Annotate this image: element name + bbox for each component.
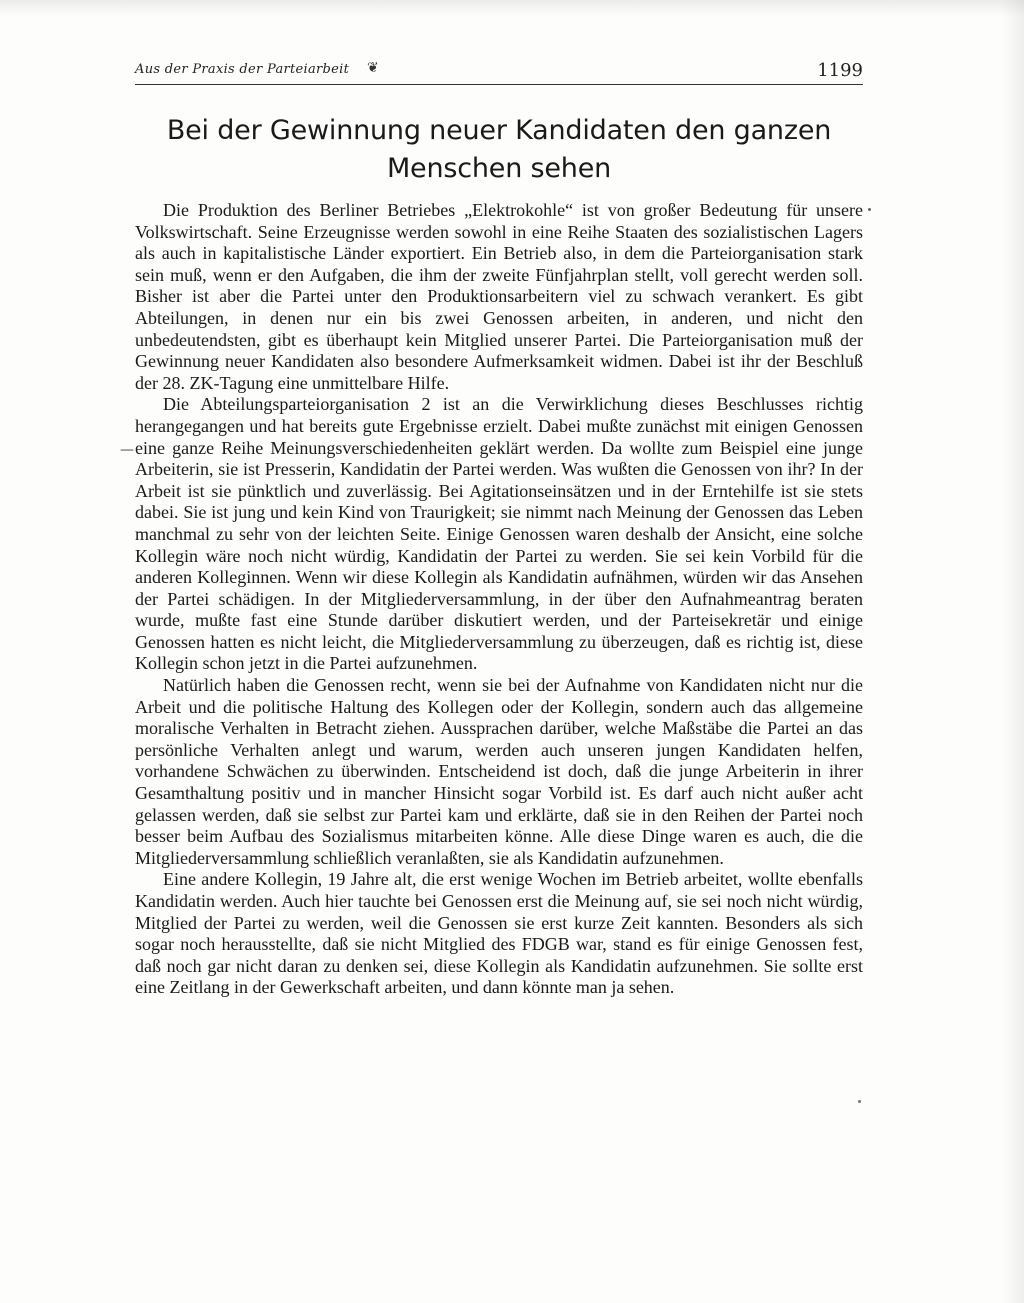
article-title: Bei der Gewinnung neuer Kandidaten den ganzen Menschen sehen <box>166 115 832 184</box>
article-body <box>135 200 863 999</box>
page-number: 1199 <box>817 60 863 81</box>
paragraph-4: Eine andere Kollegin, 19 Jahre alt, die erst wenige Wochen im Betrieb arbeitet, wollte ebenfalls Kandidatin werden. Auch hier tauchte bei Genossen erst die Meinung auf, sie sei noch nicht würdig, Mitglied der Partei zu werden, weil die Genossen sie erst kurze Zeit kannten. Besonders als sich sogar noch herausstellte, daß sie nicht Mitglied des FDGB war, stand es für einige Genossen fest, daß noch gar nicht daran zu denken sei, diese Kollegin als Kandidatin aufzunehmen. Sie sollte erst eine Zeitlang in der Gewerkschaft arbeiten, und dann könnte man ja sehen. <box>135 869 863 998</box>
header-rule <box>135 84 863 85</box>
scan-speck <box>858 1100 861 1103</box>
paragraph-2: Die Abteilungsparteiorganisation 2 ist an die Verwirklichung dieses Beschlusses richtig herangegangen und hat bereits gute Ergebnisse erzielt. Dabei mußte zunächst mit einigen Genossen eine ganze Reihe Meinungsverschiedenheiten geklärt werden. Da wollte zum Beispiel eine junge Arbeiterin, sie ist Presserin, Kandidatin der Partei werden. Was wußten die Genossen von ihr? In der Arbeit ist sie pünktlich und zuverlässig. Bei Agitationseinsätzen und in der Erntehilfe ist sie stets dabei. Sie ist jung und kein Kind von Traurigkeit; sie nimmt nach Meinung der Genossen das Leben manchmal zu sehr von der leichten Seite. Einige Genossen waren deshalb der Ansicht, eine solche Kollegin wäre noch nicht würdig, Kandidatin der Partei zu werden. Sie sei kein Vorbild für die anderen Kolleginnen. Wenn wir diese Kollegin als Kandidatin aufnähmen, würden wir das Ansehen der Partei schädigen. In der Mitgliederversammlung, in der über den Aufnahmeantrag beraten wurde, mußte fast eine Stunde darüber diskutiert werden, und der Parteisekretär und einige Genossen hatten es nicht leicht, die Mitgliederversammlung zu überzeugen, daß es richtig ist, diese Kollegin schon jetzt in die Partei aufzunehmen. <box>135 394 863 674</box>
running-head: Aus der Praxis der Parteiarbeit <box>135 62 350 77</box>
paragraph-1: Die Produktion des Berliner Betriebes „Elektrokohle“ ist von großer Bedeutung für unsere Volkswirtschaft. Seine Erzeugnisse werden sowohl in eine Reihe Staaten des sozialistischen Lagers als auch in kapitalistische Länder exportiert. Ein Betrieb also, in dem die Parteiorganisation stark sein muß, wenn er den Aufgaben, die ihm der zweite Fünfjahrplan stellt, voll gerecht werden soll. Bisher ist aber die Partei unter den Produktionsarbeitern viel zu schwach verankert. Es gibt Abteilungen, in denen nur ein bis zwei Genossen arbeiten, in anderen, und nicht den unbedeutendsten, gibt es überhaupt kein Mitglied unserer Partei. Die Parteiorganisation muß der Gewinnung neuer Kandidaten also besondere Aufmerksamkeit widmen. Dabei ist ihr der Beschluß der 28. ZK-Tagung eine unmittelbare Hilfe. <box>135 200 863 393</box>
ornament-icon: ❦ <box>367 60 379 76</box>
scan-shadow-top <box>0 0 1024 16</box>
margin-mark: — <box>120 442 134 458</box>
scan-shadow-edge <box>1002 0 1024 1303</box>
scan-speck <box>868 208 871 211</box>
page-header <box>135 60 863 84</box>
paragraph-3: Natürlich haben die Genossen recht, wenn sie bei der Aufnahme von Kandidaten nicht nur die Arbeit und die politische Haltung des Kollegen oder der Kollegin, sondern auch das allgemeine moralische Verhalten in Betracht ziehen. Aussprachen darüber, welche Maßstäbe die Partei an das persönliche Verhalten anlegt und warum, werden auch unseren jungen Kandidaten helfen, vorhandene Schwächen zu überwinden. Entscheidend ist doch, daß die junge Arbeiterin in ihrer Gesamthaltung positiv und in mancher Hinsicht sogar Vorbild ist. Es darf auch nicht außer acht gelassen werden, daß sie selbst zur Partei kam und erklärte, daß sie in den Reihen der Partei noch besser beim Aufbau des Sozialismus mitarbeiten könne. Alle diese Dinge waren es auch, die die Mitgliederversammlung schließlich veranlaßten, sie als Kandidatin aufzunehmen. <box>135 675 863 868</box>
